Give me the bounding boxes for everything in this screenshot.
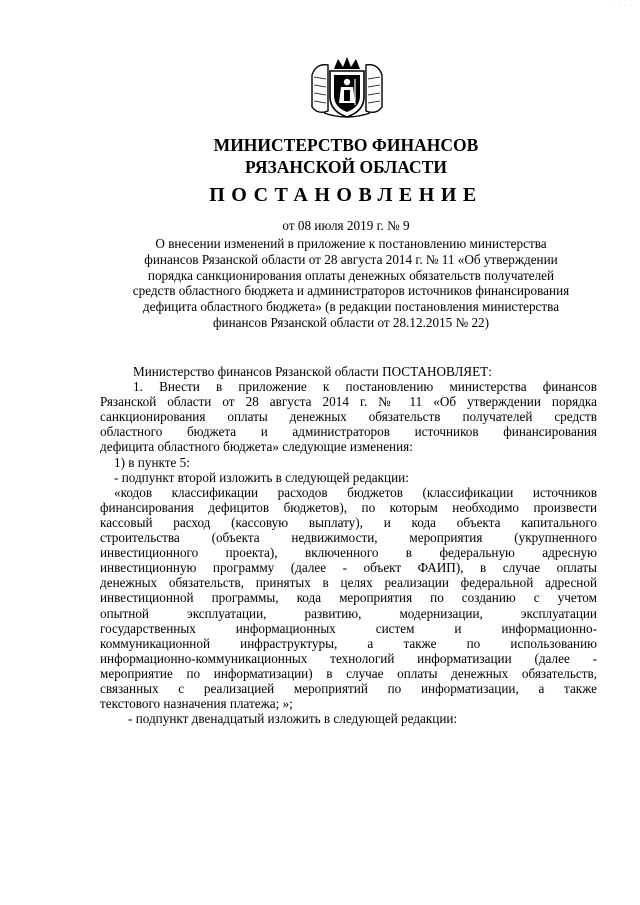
subject-line: дефицита областного бюджета» (в редакции постановления министерства xyxy=(142,299,560,315)
subject-line: О внесении изменений в приложение к постановлению министерства xyxy=(155,236,547,251)
subject-line: финансов Рязанской области от 28.12.2015 № 22) xyxy=(212,314,490,330)
subject-line: порядка санкционирования оплаты денежных обязательств получателей xyxy=(147,267,555,283)
body-line: коммуникационной инфраструктуры, а также по использованию xyxy=(100,635,597,651)
decree-subject xyxy=(102,236,600,331)
body-line: 1) в пункте 5: xyxy=(114,454,190,470)
body-line: кассовый расход (кассовую выплату), и кода объекта капитального xyxy=(100,514,597,530)
body-line: денежных обязательств, принятых в целях реализации федеральной адресной xyxy=(100,575,597,591)
ministry-name-line-1: МИНИСТЕРСТВО ФИНАНСОВ xyxy=(213,135,479,155)
body-line: - подпункт второй изложить в следующей редакции: xyxy=(114,469,409,485)
body-line: финансирования дефицитов бюджетов), по которым необходимо произвести xyxy=(100,499,597,515)
subject-line: финансов Рязанской области от 28 августа 2014 г. № 11 «Об утверждении xyxy=(144,251,558,267)
body-line: санкционирования оплаты денежных обязательств получателей средств xyxy=(100,409,597,425)
body-line: информационно-коммуникационных технологий информатизации (далее - xyxy=(100,650,597,666)
body-line: Министерство финансов Рязанской области ПОСТАНОВЛЯЕТ: xyxy=(133,364,492,379)
body-line: государственных информационных систем и информационно- xyxy=(100,620,597,636)
ministry-name-line-2: РЯЗАНСКОЙ ОБЛАСТИ xyxy=(245,157,447,177)
body-line: мероприятие по информатизации) в случае оплаты денежных обязательств, xyxy=(100,665,597,681)
body-line: инвестиционной программы, кода мероприятия по созданию с учетом xyxy=(100,590,597,606)
document-type-title: ПОСТАНОВЛЕНИЕ xyxy=(209,184,483,206)
body-line: 1. Внести в приложение к постановлению министерства финансов xyxy=(133,379,597,395)
body-line: Рязанской области от 28 августа 2014 г. № 11 «Об утверждении порядка xyxy=(100,394,597,410)
body-line: опытной эксплуатации, развитию, модернизации, эксплуатации xyxy=(100,605,597,621)
body-line: - подпункт двенадцатый изложить в следующей редакции: xyxy=(128,711,458,727)
body-line: дефицита областного бюджета» следующие изменения: xyxy=(100,439,413,455)
decree-body xyxy=(100,364,597,726)
body-line: «кодов классификации расходов бюджетов (классификации источников xyxy=(114,484,597,500)
body-line: связанных с реализацией мероприятий по информатизации, а также xyxy=(100,680,597,696)
body-line: текстового назначения платежа; »; xyxy=(100,696,293,712)
subject-line: средств областного бюджета и администраторов источников финансирования xyxy=(132,283,570,299)
body-line: областного бюджета и администраторов источников финансирования xyxy=(100,424,597,440)
date-and-number: от 08 июля 2019 г. № 9 xyxy=(282,218,410,233)
body-line: строительства (объекта недвижимости, мероприятия (укрупненного xyxy=(100,530,597,546)
ryazan-coat-of-arms-icon xyxy=(308,55,386,119)
scan-corner-mark: · · · · xyxy=(611,2,634,9)
body-line: инвестиционного проекта), включенного в федеральную адресную xyxy=(100,545,597,561)
body-line: инвестиционную программу (далее - объект ФАИП), в случае оплаты xyxy=(100,560,597,576)
